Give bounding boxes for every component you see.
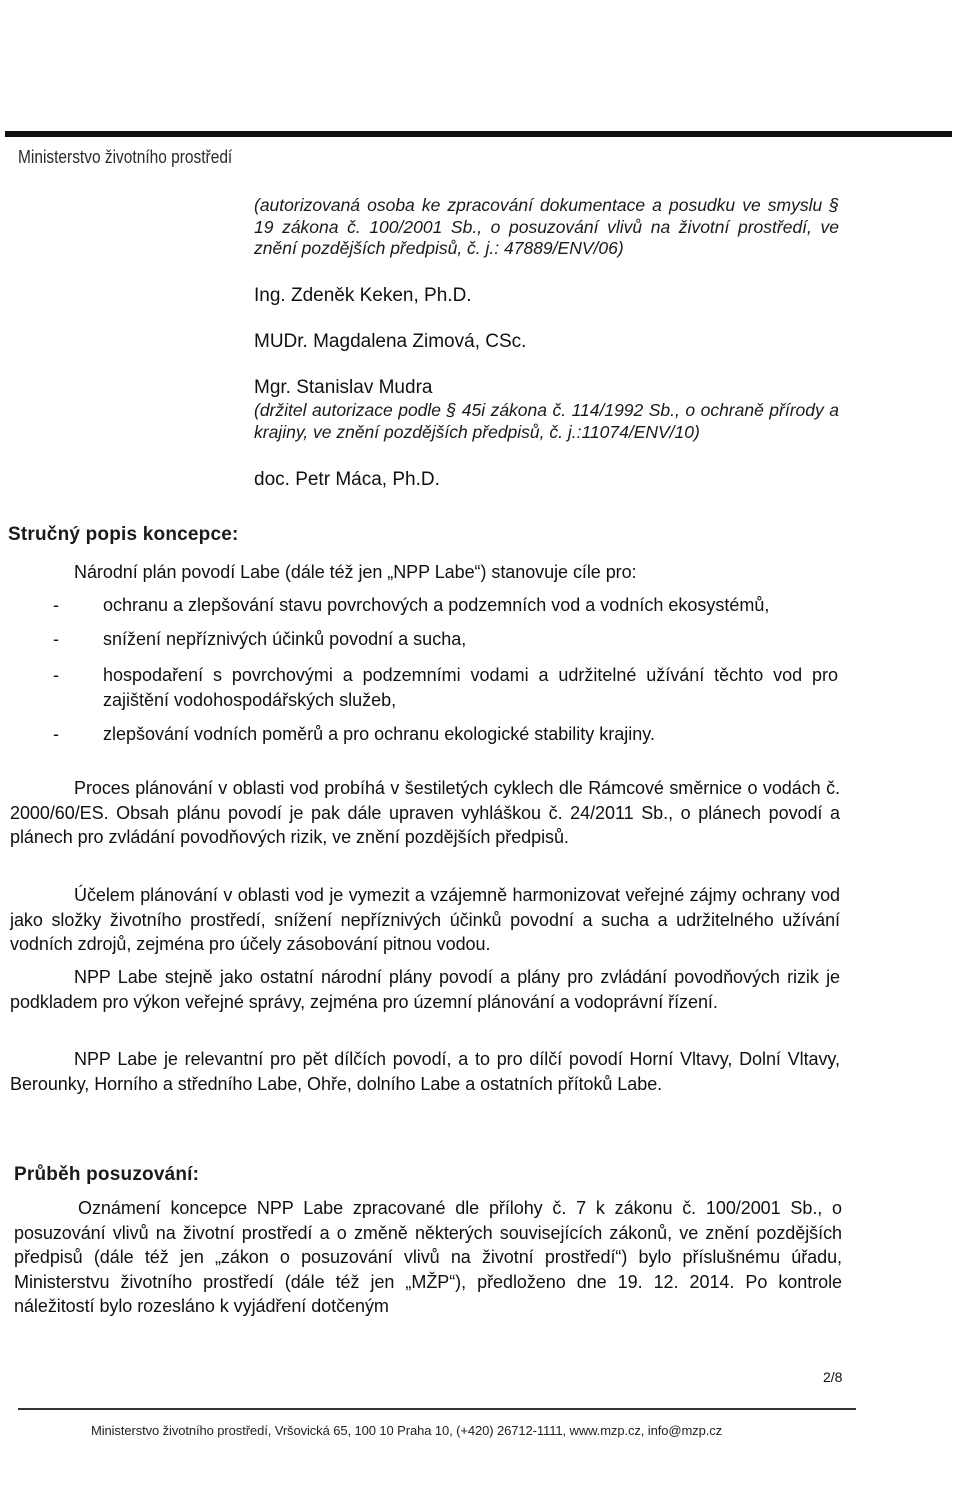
summary-intro: Národní plán povodí Labe (dále též jen „NPP Labe“) stanovuje cíle pro: xyxy=(74,562,637,582)
paragraph-planning-process: Proces plánování v oblasti vod probíhá v šestiletých cyklech dle Rámcové směrnice o vodách č. 2000/60/ES. Obsah plánu povodí je pak dále upraven vyhláškou č. 24/2011 Sb., o plánech povodí a plánech pro zvládání povodňových rizik, ve znění pozdějších předpisů. xyxy=(10,778,840,847)
paragraph-planning-purpose: Účelem plánování v oblasti vod je vymezit a vzájemně harmonizovat veřejné zájmy ochrany vod jako složky životního prostředí, snížení nepříznivých účinků povodní a sucha a udržitelného užívání vodních zdrojů, zejména pro účely zásobování pitnou vodou. xyxy=(10,885,840,954)
section-heading-process: Průběh posuzování: xyxy=(14,1164,200,1185)
goals-list xyxy=(53,593,838,747)
goal-item: - hospodaření s povrchovými a podzemními vodami a udržitelné užívání těchto vod pro zajištění vodohospodářských služeb, xyxy=(53,665,838,710)
header-rule xyxy=(5,131,952,137)
goal-item: - snížení nepříznivých účinků povodní a sucha, xyxy=(53,628,467,649)
footer-rule xyxy=(18,1408,856,1410)
paragraph-subbasins: NPP Labe je relevantní pro pět dílčích povodí, a to pro dílčí povodí Horní Vltavy, Dolní Vltavy, Berounky, Horního a středního Labe, Ohře, dolního Labe a ostatních přítoků Labe. xyxy=(10,1049,840,1094)
ministry-name: Ministerstvo životního prostředí xyxy=(18,147,233,167)
footer-address: Ministerstvo životního prostředí, Vršovická 65, 100 10 Praha 10, (+420) 26712-1111, www.mzp.cz, info@mzp.cz xyxy=(91,1423,723,1438)
section-heading-summary: Stručný popis koncepce: xyxy=(8,524,239,545)
person-zimova: MUDr. Magdalena Zimová, CSc. xyxy=(254,331,527,352)
goal-text: hospodaření s povrchovými a podzemními vodami a udržitelné užívání těchto vod pro zajištění vodohospodářských služeb, xyxy=(103,665,838,710)
mudra-authorization-note: (držitel autorizace podle § 45i zákona č. 114/1992 Sb., o ochraně přírody a krajiny, ve znění pozdějších předpisů, č. j.:11074/ENV/10) xyxy=(254,400,839,442)
paragraph-assessment-process: Oznámení koncepce NPP Labe zpracované dle přílohy č. 7 k zákonu č. 100/2001 Sb., o posuzování vlivů na životní prostředí a o změně některých souvisejících zákonů, ve znění pozdějších předpisů (dále též jen „zákon o posuzování vlivů na životní prostředí“) bylo příslušnému úřadu, Ministerstvu životního prostředí (dále též jen „MŽP“), předloženo dne 19. 12. 2014. Po kontrole náležitostí bylo rozesláno k vyjádření dotčeným xyxy=(14,1198,842,1316)
person-maca: doc. Petr Máca, Ph.D. xyxy=(254,469,440,490)
person-keken: Ing. Zdeněk Keken, Ph.D. xyxy=(254,285,472,306)
paragraph-npp-basis: NPP Labe stejně jako ostatní národní plány povodí a plány pro zvládání povodňových rizik je podkladem pro výkon veřejné správy, zejména pro územní plánování a vodoprávní řízení. xyxy=(10,967,840,1012)
person-mudra: Mgr. Stanislav Mudra xyxy=(254,377,433,398)
goal-text: zlepšování vodních poměrů a pro ochranu ekologické stability krajiny. xyxy=(103,724,655,744)
goal-text: ochranu a zlepšování stavu povrchových a podzemních vod a vodních ekosystémů, xyxy=(103,595,770,615)
goal-item: - ochranu a zlepšování stavu povrchových a podzemních vod a vodních ekosystémů, xyxy=(53,595,770,615)
goal-item: - zlepšování vodních poměrů a pro ochranu ekologické stability krajiny. xyxy=(53,724,655,744)
authorized-person-note: (autorizovaná osoba ke zpracování dokumentace a posudku ve smyslu § 19 zákona č. 100/2001 Sb., o posuzování vlivů na životní prostředí, ve znění pozdějších předpisů, č. j.: 47889/ENV/06) xyxy=(254,195,839,258)
goal-text: snížení nepříznivých účinků povodní a sucha, xyxy=(103,628,467,649)
page-number: 2/8 xyxy=(823,1369,843,1385)
